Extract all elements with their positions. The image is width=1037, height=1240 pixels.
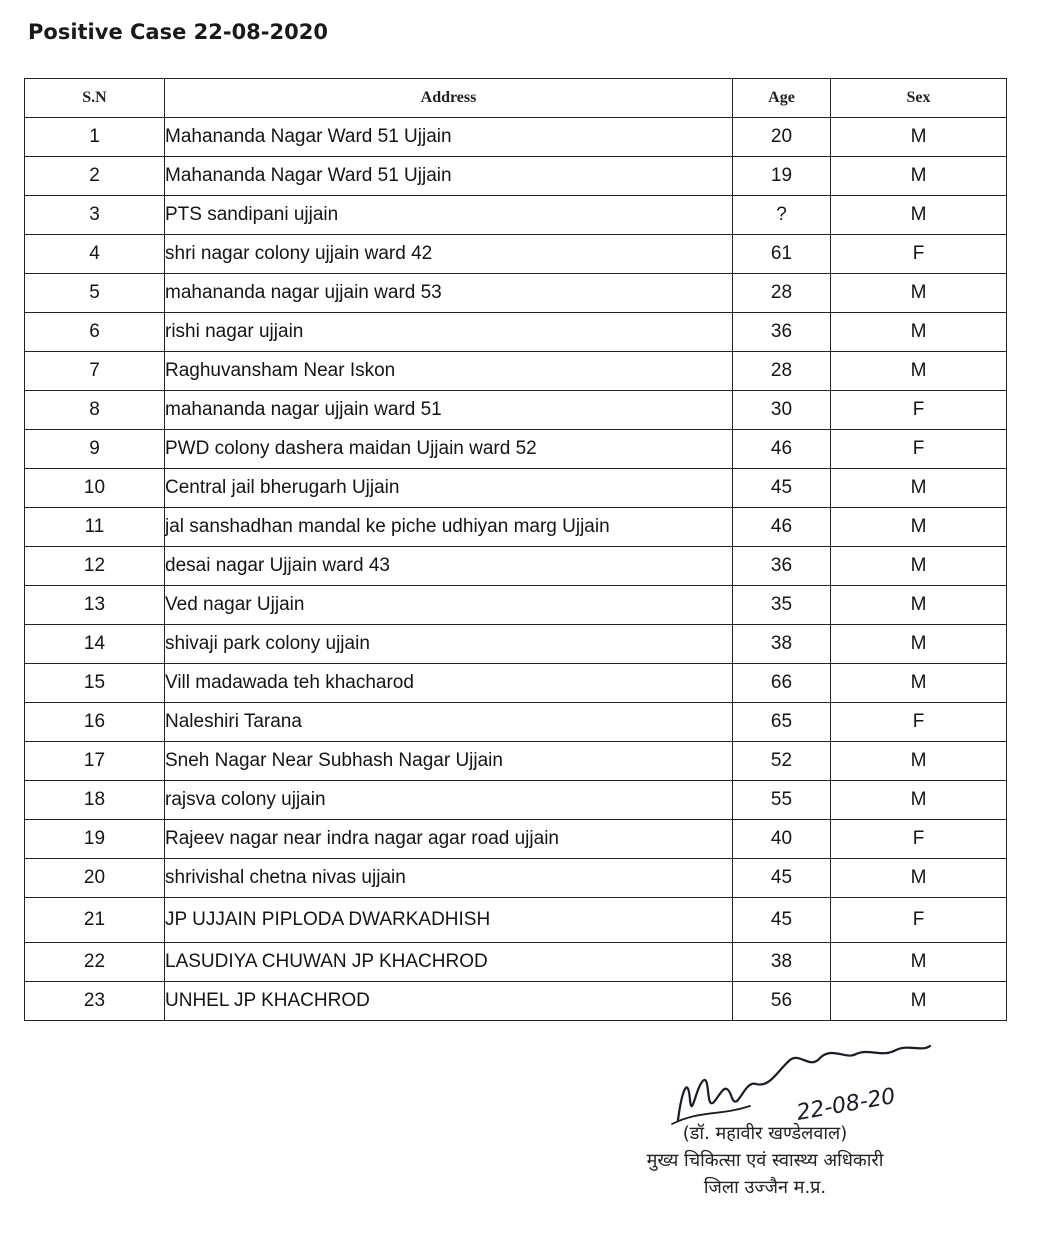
- cell-address: rishi nagar ujjain: [165, 313, 733, 352]
- table-row: [25, 391, 1007, 430]
- cell-address: Sneh Nagar Near Subhash Nagar Ujjain: [165, 742, 733, 781]
- signatory-block: [590, 1120, 940, 1201]
- cell-address: mahananda nagar ujjain ward 51: [165, 391, 733, 430]
- cell-address: PWD colony dashera maidan Ujjain ward 52: [165, 430, 733, 469]
- cell-sex: M: [831, 313, 1007, 352]
- cell-age: ?: [733, 196, 831, 235]
- cell-address: Naleshiri Tarana: [165, 703, 733, 742]
- cell-age: 65: [733, 703, 831, 742]
- cell-sex: F: [831, 703, 1007, 742]
- cell-address: shri nagar colony ujjain ward 42: [165, 235, 733, 274]
- cell-address: Central jail bherugarh Ujjain: [165, 469, 733, 508]
- table-row: [25, 157, 1007, 196]
- table-row: [25, 703, 1007, 742]
- table-row: [25, 508, 1007, 547]
- cell-age: 56: [733, 982, 831, 1021]
- table-row: [25, 781, 1007, 820]
- table-body: [25, 118, 1007, 1021]
- cell-sn: 13: [25, 586, 165, 625]
- table-row: [25, 943, 1007, 982]
- signature-date: 22-08-20: [794, 1083, 898, 1126]
- cell-address: Ved nagar Ujjain: [165, 586, 733, 625]
- header-sex: Sex: [831, 79, 1007, 118]
- header-sn: S.N: [25, 79, 165, 118]
- cell-sex: F: [831, 898, 1007, 943]
- table-row: [25, 625, 1007, 664]
- cell-age: 45: [733, 469, 831, 508]
- handwritten-signature: [660, 1040, 960, 1130]
- table-row: [25, 313, 1007, 352]
- cell-sn: 3: [25, 196, 165, 235]
- cell-address: UNHEL JP KHACHROD: [165, 982, 733, 1021]
- header-age: Age: [733, 79, 831, 118]
- signatory-designation: मुख्य चिकित्सा एवं स्वास्थ्य अधिकारी: [646, 1150, 884, 1171]
- cell-sex: M: [831, 469, 1007, 508]
- page-title: Positive Case 22-08-2020: [28, 20, 328, 44]
- cell-sn: 21: [25, 898, 165, 943]
- table-row: [25, 235, 1007, 274]
- cell-sex: M: [831, 625, 1007, 664]
- cell-sn: 11: [25, 508, 165, 547]
- cell-age: 35: [733, 586, 831, 625]
- cell-sex: M: [831, 508, 1007, 547]
- cell-address: PTS sandipani ujjain: [165, 196, 733, 235]
- cell-age: 55: [733, 781, 831, 820]
- cell-address: Mahananda Nagar Ward 51 Ujjain: [165, 118, 733, 157]
- cell-sex: F: [831, 430, 1007, 469]
- cell-sex: M: [831, 118, 1007, 157]
- cell-age: 30: [733, 391, 831, 430]
- cell-sn: 16: [25, 703, 165, 742]
- cell-age: 19: [733, 157, 831, 196]
- cell-age: 52: [733, 742, 831, 781]
- cell-address: shrivishal chetna nivas ujjain: [165, 859, 733, 898]
- cell-address: Rajeev nagar near indra nagar agar road ujjain: [165, 820, 733, 859]
- cell-sex: M: [831, 781, 1007, 820]
- cell-sex: M: [831, 982, 1007, 1021]
- cell-sn: 2: [25, 157, 165, 196]
- cell-address: shivaji park colony ujjain: [165, 625, 733, 664]
- cell-age: 20: [733, 118, 831, 157]
- cell-address: Vill madawada teh khacharod: [165, 664, 733, 703]
- cell-sex: M: [831, 664, 1007, 703]
- cell-sn: 10: [25, 469, 165, 508]
- cell-sex: M: [831, 547, 1007, 586]
- table-row: [25, 118, 1007, 157]
- table-row: [25, 274, 1007, 313]
- table-row: [25, 547, 1007, 586]
- cell-sex: M: [831, 352, 1007, 391]
- cell-sn: 6: [25, 313, 165, 352]
- cell-sn: 7: [25, 352, 165, 391]
- cell-age: 45: [733, 859, 831, 898]
- cell-sn: 14: [25, 625, 165, 664]
- cell-sex: F: [831, 820, 1007, 859]
- table-row: [25, 742, 1007, 781]
- cell-address: Raghuvansham Near Iskon: [165, 352, 733, 391]
- table-row: [25, 430, 1007, 469]
- cell-address: jal sanshadhan mandal ke piche udhiyan marg Ujjain: [165, 508, 733, 547]
- cell-address: desai nagar Ujjain ward 43: [165, 547, 733, 586]
- table-row: [25, 898, 1007, 943]
- cell-age: 46: [733, 430, 831, 469]
- cell-age: 36: [733, 313, 831, 352]
- cell-sex: M: [831, 157, 1007, 196]
- table-row: [25, 859, 1007, 898]
- header-address: Address: [165, 79, 733, 118]
- cell-address: rajsva colony ujjain: [165, 781, 733, 820]
- cell-age: 46: [733, 508, 831, 547]
- cell-sn: 17: [25, 742, 165, 781]
- cell-age: 45: [733, 898, 831, 943]
- cell-address: mahananda nagar ujjain ward 53: [165, 274, 733, 313]
- cell-age: 66: [733, 664, 831, 703]
- cell-sn: 1: [25, 118, 165, 157]
- cell-sex: M: [831, 586, 1007, 625]
- cell-sn: 9: [25, 430, 165, 469]
- table-row: [25, 664, 1007, 703]
- cell-address: LASUDIYA CHUWAN JP KHACHROD: [165, 943, 733, 982]
- cell-sn: 15: [25, 664, 165, 703]
- cell-sex: M: [831, 943, 1007, 982]
- positive-case-table: [24, 78, 1007, 1021]
- table-row: [25, 469, 1007, 508]
- cell-sex: M: [831, 859, 1007, 898]
- cell-age: 28: [733, 352, 831, 391]
- cell-sn: 22: [25, 943, 165, 982]
- signatory-office: जिला उज्जैन म.प्र.: [703, 1177, 827, 1198]
- table-header-row: [25, 79, 1007, 118]
- table-row: [25, 586, 1007, 625]
- cell-sn: 8: [25, 391, 165, 430]
- signatory-name: (डॉ. महावीर खण्डेलवाल): [682, 1123, 848, 1144]
- cell-age: 40: [733, 820, 831, 859]
- cell-sex: F: [831, 391, 1007, 430]
- cell-address: Mahananda Nagar Ward 51 Ujjain: [165, 157, 733, 196]
- cell-sex: M: [831, 742, 1007, 781]
- table-row: [25, 982, 1007, 1021]
- table-row: [25, 352, 1007, 391]
- cell-age: 28: [733, 274, 831, 313]
- cell-age: 38: [733, 625, 831, 664]
- cell-sex: M: [831, 196, 1007, 235]
- cell-address: JP UJJAIN PIPLODA DWARKADHISH: [165, 898, 733, 943]
- cell-age: 61: [733, 235, 831, 274]
- cell-sn: 20: [25, 859, 165, 898]
- cell-sn: 19: [25, 820, 165, 859]
- cell-sex: F: [831, 235, 1007, 274]
- table-row: [25, 820, 1007, 859]
- cell-age: 38: [733, 943, 831, 982]
- cell-sn: 5: [25, 274, 165, 313]
- cell-sn: 4: [25, 235, 165, 274]
- cell-sn: 18: [25, 781, 165, 820]
- table-row: [25, 196, 1007, 235]
- cell-age: 36: [733, 547, 831, 586]
- cell-sex: M: [831, 274, 1007, 313]
- cell-sn: 23: [25, 982, 165, 1021]
- cell-sn: 12: [25, 547, 165, 586]
